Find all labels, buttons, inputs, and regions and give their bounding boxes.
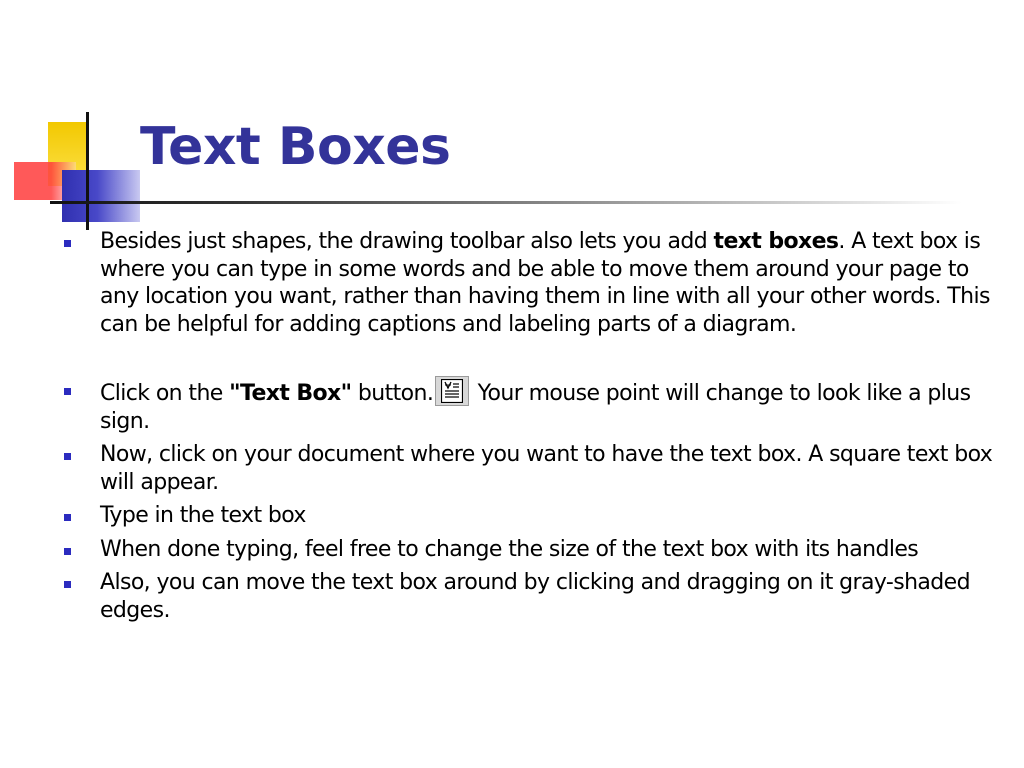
text-run: Also, you can move the text box around by clicking and dragging on it gray-shaded edges. [100,570,970,623]
title-underline-rule [50,201,962,204]
bold-text-run: text boxes [713,229,839,254]
bullet-item [58,376,998,435]
text-run: button. [351,381,434,406]
corner-logo-decoration [0,0,160,240]
bullet-square-icon [64,514,71,521]
bullet-square-icon [64,581,71,588]
bullet-square-icon [64,453,71,460]
bullet-item [58,569,998,624]
vertical-rule-decoration [86,112,89,230]
bullet-item [58,502,998,530]
bullet-item [58,536,998,564]
bullet-square-icon [64,548,71,555]
slide-body [58,228,998,630]
bullet-square-icon [64,388,71,395]
bullet-list [58,228,998,624]
text-run: Type in the text box [100,503,306,528]
bullet-item [58,228,998,338]
text-run: Now, click on your document where you want to have the text box. A square text box will appear. [100,442,993,495]
blue-square-decoration [62,170,140,222]
text-run: Besides just shapes, the drawing toolbar also lets you add [100,229,714,254]
text-run: Your mouse point will change to look like a plus sign. [100,381,971,434]
text-run: . A text box is where you can type in some words and be able to move them around your page to any location you want, rather than having them in line with all your other words. This can be helpful for adding captions and labeling parts of a diagram. [100,229,990,337]
slide-title: Text Boxes [140,117,451,177]
text-box-icon [435,376,469,406]
text-run: When done typing, feel free to change the size of the text box with its handles [100,536,919,562]
bold-text-run: "Text Box" [229,381,352,406]
bullet-square-icon [64,240,71,247]
text-run: Click on the [100,381,230,406]
bullet-item [58,441,998,496]
